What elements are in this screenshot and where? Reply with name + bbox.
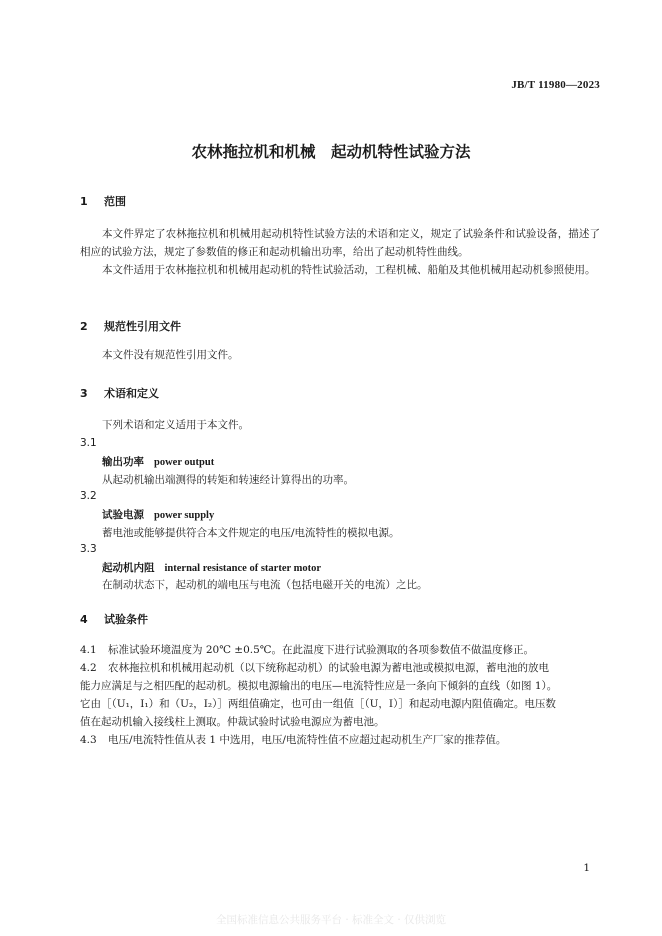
term-entry xyxy=(102,454,214,469)
clause-4-1-text: 标准试验环境温度为 20℃ ±0.5℃。在此温度下进行试验测取的各项参数值不做温度修正。 xyxy=(108,644,535,656)
term-chinese: 试验电源 xyxy=(102,509,144,521)
section-4-heading xyxy=(80,611,148,627)
section-title: 规范性引用文件 xyxy=(104,320,181,333)
section-title: 试验条件 xyxy=(104,613,148,626)
section-title: 范围 xyxy=(104,195,126,208)
clause-4-3-text: 电压/电流特性值从表 1 中选用，电压/电流特性值不应超过起动机生产厂家的推荐值。 xyxy=(108,734,507,746)
clause-4-2-line-1: 农林拖拉机和机械用起动机（以下统称起动机）的试验电源为蓄电池或模拟电源，蓄电池的放电 xyxy=(108,662,549,674)
term-number: 3.3 xyxy=(80,543,97,555)
term-chinese: 输出功率 xyxy=(102,456,144,468)
section-number: 1 xyxy=(80,195,88,208)
document-title: 农林拖拉机和机械 起动机特性试验方法 xyxy=(191,143,471,161)
section-number: 2 xyxy=(80,320,88,333)
term-english: power output xyxy=(154,457,215,468)
term-entry xyxy=(102,560,321,575)
term-english: power supply xyxy=(154,510,215,521)
clause-4-2-line-4: 值在起动机输入接线柱上测取。仲裁试验时试验电源应为蓄电池。 xyxy=(80,716,385,728)
term-number: 3.2 xyxy=(80,490,97,502)
section-3-intro: 下列术语和定义适用于本文件。 xyxy=(102,419,249,431)
term-definition: 蓄电池或能够提供符合本文件规定的电压/电流特性的模拟电源。 xyxy=(102,527,400,539)
section-3-heading xyxy=(80,385,159,401)
section-number: 4 xyxy=(80,613,88,626)
section-title: 术语和定义 xyxy=(104,387,159,400)
clause-4-2-line-3: 它由［（U₁，I₁）和（U₂，I₂）］两组值确定，也可由一组值［（U，I）］和起动电源内阻值确定。电压数 xyxy=(80,698,556,710)
clause-4-3-number: 4.3 xyxy=(80,734,97,746)
section-2-heading xyxy=(80,318,181,334)
clause-4-1-number: 4.1 xyxy=(80,644,97,656)
page-number: 1 xyxy=(583,862,590,874)
standard-number: JB/T 11980—2023 xyxy=(511,79,600,91)
section-1-heading xyxy=(80,193,126,209)
section-1-paragraph-1: 本文件界定了农林拖拉机和机械用起动机特性试验方法的术语和定义，规定了试验条件和试验设备，描述了相应的试验方法，规定了参数值的修正和起动机输出功率，给出了起动机特性曲线。 xyxy=(80,228,600,258)
watermark: 全国标准信息公共服务平台 · 标准全文 · 仅供浏览 xyxy=(215,914,447,926)
section-number: 3 xyxy=(80,387,88,400)
term-entry xyxy=(102,507,214,522)
section-2-paragraph: 本文件没有规范性引用文件。 xyxy=(102,349,239,361)
clause-4-2-number: 4.2 xyxy=(80,662,97,674)
term-number: 3.1 xyxy=(80,437,97,449)
term-definition: 从起动机输出端测得的转矩和转速经计算得出的功率。 xyxy=(102,474,354,486)
clause-4-2-line-2: 能力应满足与之相匹配的起动机。模拟电源输出的电压—电流特性应是一条向下倾斜的直线（如图 1）。 xyxy=(80,680,558,692)
term-english: internal resistance of starter motor xyxy=(164,563,321,574)
section-1-paragraph-2: 本文件适用于农林拖拉机和机械用起动机的特性试验活动，工程机械、船舶及其他机械用起动机参照使用。 xyxy=(102,264,596,276)
term-chinese: 起动机内阻 xyxy=(102,562,155,574)
term-definition: 在制动状态下，起动机的端电压与电流（包括电磁开关的电流）之比。 xyxy=(102,579,428,591)
